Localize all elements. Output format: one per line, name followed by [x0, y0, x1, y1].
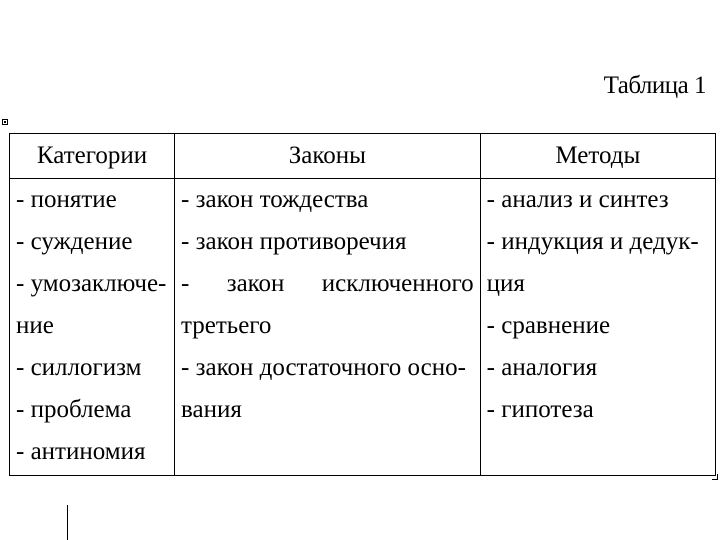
law-item: вания: [181, 396, 242, 423]
law-item: - закон тождества: [181, 186, 369, 213]
method-item: ция: [486, 270, 525, 297]
law-item: - закон исключенного: [181, 270, 474, 297]
method-item: - гипотеза: [486, 396, 594, 423]
method-item: - индукция и дедук-: [486, 228, 699, 255]
table-caption: Таблица 1: [603, 72, 706, 99]
method-item: - аналогия: [486, 354, 598, 381]
table-row: [10, 179, 716, 476]
categories-cell: [10, 179, 175, 476]
category-item: - понятие: [16, 186, 117, 213]
category-item: - антиномия: [16, 438, 146, 465]
header-categories: Категории: [10, 134, 175, 179]
text-cursor: [67, 505, 68, 540]
category-item: - суждение: [16, 228, 133, 255]
table-move-handle-icon[interactable]: [2, 119, 8, 125]
law-item: третьего: [181, 312, 272, 339]
law-item: - закон достаточного осно-: [181, 354, 466, 381]
category-item: ние: [16, 312, 54, 339]
logic-table: [9, 133, 716, 476]
category-item: - силлогизм: [16, 354, 142, 381]
header-laws: Законы: [175, 134, 481, 179]
laws-cell: [175, 179, 481, 476]
methods-cell: [480, 179, 715, 476]
header-methods: Методы: [480, 134, 715, 179]
table-resize-handle-icon[interactable]: [712, 474, 718, 480]
table-header-row: [10, 134, 716, 179]
category-item: - умозаключе-: [16, 270, 167, 297]
method-item: - сравнение: [486, 312, 611, 339]
law-item: - закон противоречия: [181, 228, 407, 255]
method-item: - анализ и синтез: [486, 186, 669, 213]
category-item: - проблема: [16, 396, 132, 423]
